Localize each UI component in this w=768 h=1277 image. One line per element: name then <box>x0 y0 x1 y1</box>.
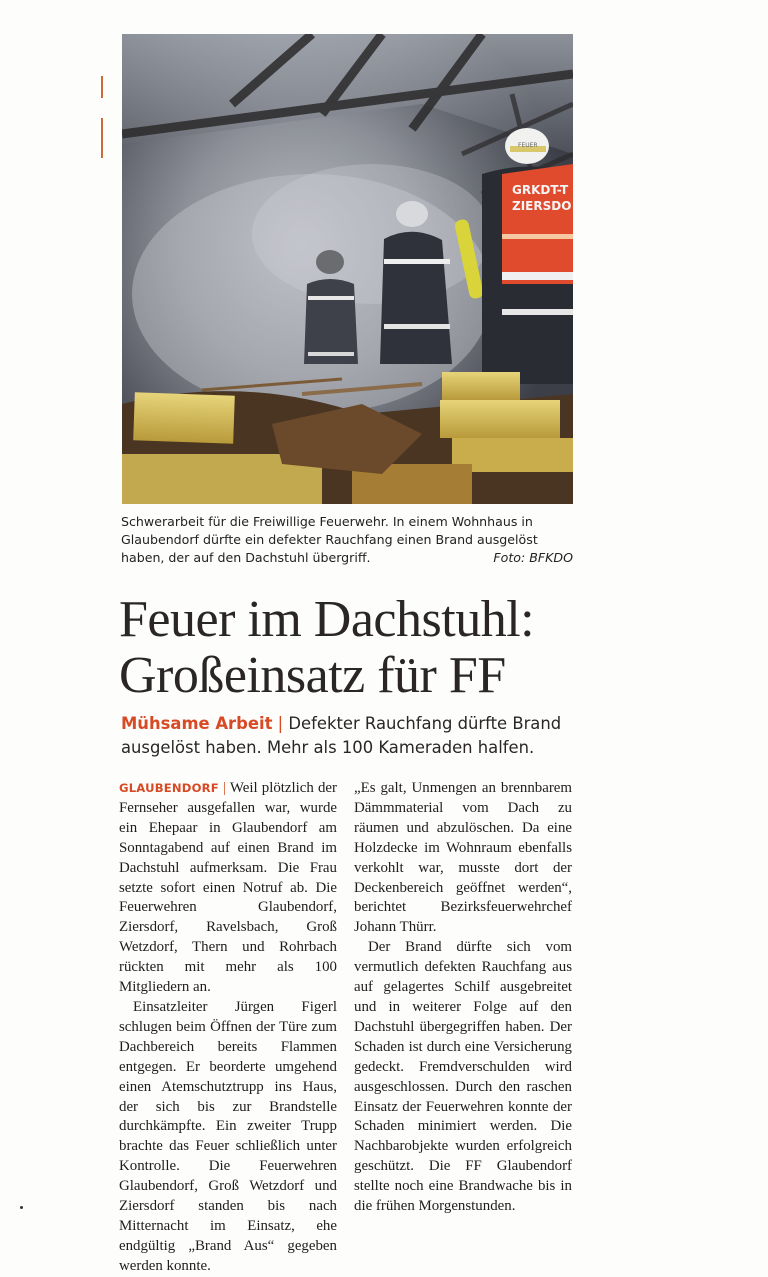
paragraph-4-text: Der Brand dürfte sich vom vermutlich defekten Rauchfang aus auf gelagertes Schilf ausgebreitet und in weiterer Folge auf den Dachstuhl übergegriffen haben. Der Schaden ist durch eine Versicherung gedeckt. Fremdverschulden wird ausgeschlossen. Durch den raschen Einsatz der Feuerwehren konnte der Schaden minimiert werden. Die Nachbarobjekte wurden erfolgreich geschützt. Die FF Glaubendorf stellte noch eine Brandwache bis in die frühen Morgenstunden. <box>354 939 572 1215</box>
dateline-separator: | <box>223 780 227 796</box>
paragraph-3-text: „Es galt, Unmengen an brennbarem Dämmmaterial vom Dach zu räumen und abzulöschen. Da eine Holzdecke im Wohnraum ebenfalls verkohlt war, musste dort der Deckenbereich geöffnet werden“, berichtet Bezirksfeuerwehrchef Johann Thürr. <box>354 780 572 936</box>
headline <box>119 592 599 704</box>
caption-text: Schwerarbeit für die Freiwillige Feuerwehr. In einem Wohnhaus in Glaubendorf dürfte ein defekter Rauchfang einen Brand ausgelöst haben, der auf den Dachstuhl übergriff. <box>121 514 538 565</box>
photo-caption <box>121 513 577 567</box>
photo-credit: Foto: BFKDO <box>493 550 573 565</box>
scan-dust-dot <box>20 1206 23 1209</box>
firefighters-illustration <box>122 34 573 504</box>
scan-edge-mark <box>101 76 103 98</box>
deck-line2: ausgelöst haben. Mehr als 100 Kameraden halfen. <box>121 738 535 757</box>
paragraph-1-text: Weil plötzlich der Fernseher ausgefallen war, wurde ein Ehepaar in Glaubendorf am Sonntagabend auf einen Brand im Dachstuhl aufmerksam. Die Frau setzte sofort einen Notruf ab. Die Feuerwehren Glaubendorf, Ziersdorf, Ravelsbach, Groß Wetzdorf, Thern und Rohrbach rückten mit mehr als 100 Mitgliedern an. <box>119 780 337 996</box>
deck-line1: Defekter Rauchfang dürfte Brand <box>288 714 562 733</box>
paragraph-2-text: Einsatzleiter Jürgen Figerl schlugen beim Öffnen der Türe zum Dachbereich bereits Flammen entgegen. Er beorderte umgehend einen Atemschutztrupp ins Haus, der sich bis zur Brandstelle durchkämpfte. Ein zweiter Trupp brachte das Feuer schließlich unter Kontrolle. Die Feuerwehren Glaubendorf, Groß Wetzdorf und Ziersdorf standen bis nach Mitternacht im Einsatz, ehe endgültig „Brand Aus“ gegeben werden konnte. <box>119 998 337 1274</box>
headline-line2: Großeinsatz für FF <box>119 647 506 704</box>
article-column-2 <box>354 779 572 1217</box>
vest-text-line2: ZIERSDO <box>512 199 572 213</box>
vest-text-line1: GRKDT-T <box>512 183 569 197</box>
kicker-separator: | <box>277 714 284 733</box>
kicker: Mühsame Arbeit <box>121 714 273 733</box>
subheadline <box>121 712 591 760</box>
article-paragraph <box>119 779 337 998</box>
fire-photo <box>122 34 573 504</box>
headline-line1: Feuer im Dachstuhl: <box>119 591 535 648</box>
dateline: GLAUBENDORF <box>119 781 219 795</box>
helmet-label: FEUER <box>518 142 538 149</box>
scan-edge-mark <box>101 118 103 158</box>
article-column-1 <box>119 779 337 1277</box>
